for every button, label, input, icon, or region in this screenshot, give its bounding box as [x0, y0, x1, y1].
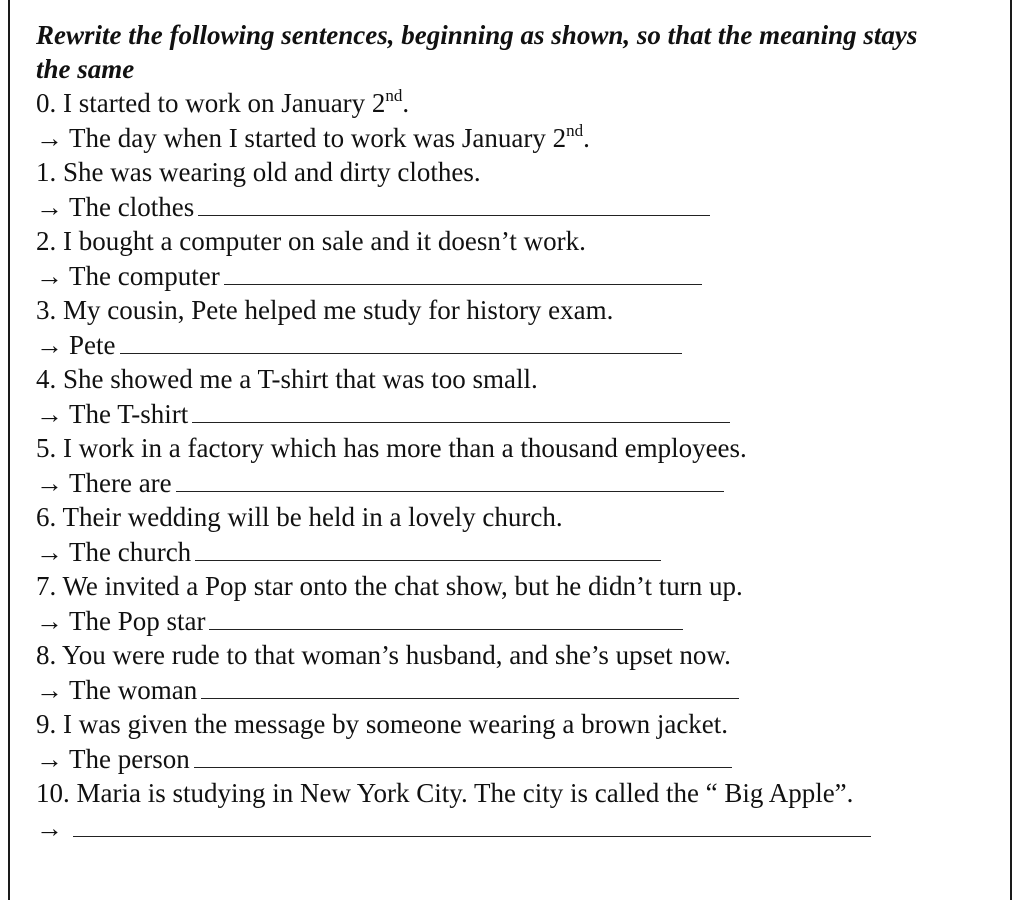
answer-blank[interactable] [201, 676, 739, 699]
arrow-icon: → [36, 743, 63, 774]
item-5-answer [36, 466, 996, 501]
item-sentence-text: Maria is studying in New York City. The city is called the “ Big Apple”. [76, 778, 854, 808]
arrow-icon: → [36, 536, 63, 567]
item-1-sentence [36, 155, 996, 190]
item-1-answer [36, 190, 996, 225]
item-3-sentence [36, 293, 996, 328]
answer-blank[interactable] [198, 193, 710, 216]
item-2-sentence [36, 224, 996, 259]
item-number: 6. [36, 502, 57, 532]
item-number: 1. [36, 157, 57, 187]
arrow-icon: → [36, 329, 63, 360]
item-number: 8. [36, 640, 57, 670]
example-number: 0. [36, 88, 57, 118]
item-9-sentence [36, 707, 996, 742]
arrow-icon: → [36, 674, 63, 705]
example-sentence [36, 86, 996, 121]
arrow-icon: → [36, 398, 63, 429]
answer-prompt: The Pop star [69, 605, 206, 636]
arrow-icon: → [36, 191, 63, 222]
example-sentence-superscript: nd [385, 86, 403, 105]
item-number: 3. [36, 295, 57, 325]
answer-blank[interactable] [176, 469, 724, 492]
item-10-sentence [36, 776, 996, 811]
item-8-answer [36, 673, 996, 708]
item-8-sentence [36, 638, 996, 673]
item-number: 5. [36, 433, 57, 463]
worksheet [8, 0, 1012, 900]
item-6-sentence [36, 500, 996, 535]
answer-prompt: The clothes [69, 191, 195, 222]
answer-prompt: The woman [69, 674, 198, 705]
example-answer-text: The day when I started to work was January 2 [69, 122, 567, 153]
arrow-icon: → [36, 260, 63, 291]
answer-prompt: There are [69, 467, 172, 498]
answer-prompt: Pete [69, 329, 116, 360]
answer-prompt: The person [69, 743, 190, 774]
item-number: 10. [36, 778, 70, 808]
arrow-icon: → [36, 812, 63, 843]
item-number: 4. [36, 364, 57, 394]
item-sentence-text: My cousin, Pete helped me study for history exam. [63, 295, 614, 325]
answer-blank[interactable] [120, 331, 682, 354]
answer-blank[interactable] [194, 745, 732, 768]
arrow-icon: → [36, 467, 63, 498]
answer-prompt: The computer [69, 260, 220, 291]
item-7-answer [36, 604, 996, 639]
item-2-answer [36, 259, 996, 294]
example-sentence-end: . [402, 88, 410, 118]
answer-blank[interactable] [73, 814, 871, 837]
example-answer [36, 121, 996, 156]
item-number: 7. [36, 571, 57, 601]
arrow-icon: → [36, 122, 63, 153]
item-6-answer [36, 535, 996, 570]
item-5-sentence [36, 431, 996, 466]
item-sentence-text: We invited a Pop star onto the chat show, but he didn’t turn up. [62, 571, 743, 601]
item-sentence-text: She showed me a T-shirt that was too small. [63, 364, 538, 394]
answer-prompt: The church [69, 536, 192, 567]
item-sentence-text: Their wedding will be held in a lovely church. [62, 502, 563, 532]
item-9-answer [36, 742, 996, 777]
example-answer-end: . [583, 122, 590, 153]
item-7-sentence [36, 569, 996, 604]
item-3-answer [36, 328, 996, 363]
arrow-icon: → [36, 605, 63, 636]
item-number: 9. [36, 709, 57, 739]
item-4-sentence [36, 362, 996, 397]
answer-prompt: The T-shirt [69, 398, 189, 429]
item-sentence-text: I was given the message by someone wearing a brown jacket. [63, 709, 729, 739]
item-sentence-text: I bought a computer on sale and it doesn’t work. [63, 226, 586, 256]
item-sentence-text: You were rude to that woman’s husband, and she’s upset now. [62, 640, 731, 670]
item-4-answer [36, 397, 996, 432]
worksheet-content [36, 18, 996, 845]
answer-blank[interactable] [209, 607, 683, 630]
instruction-heading: Rewrite the following sentences, beginning as shown, so that the meaning stays the same [36, 20, 918, 84]
item-10-answer [36, 811, 996, 846]
example-sentence-text: I started to work on January 2 [63, 88, 386, 118]
example-answer-superscript: nd [566, 120, 584, 140]
item-sentence-text: She was wearing old and dirty clothes. [63, 157, 481, 187]
answer-blank[interactable] [195, 538, 661, 561]
item-sentence-text: I work in a factory which has more than a thousand employees. [63, 433, 747, 463]
answer-blank[interactable] [192, 400, 730, 423]
answer-blank[interactable] [224, 262, 702, 285]
item-number: 2. [36, 226, 57, 256]
